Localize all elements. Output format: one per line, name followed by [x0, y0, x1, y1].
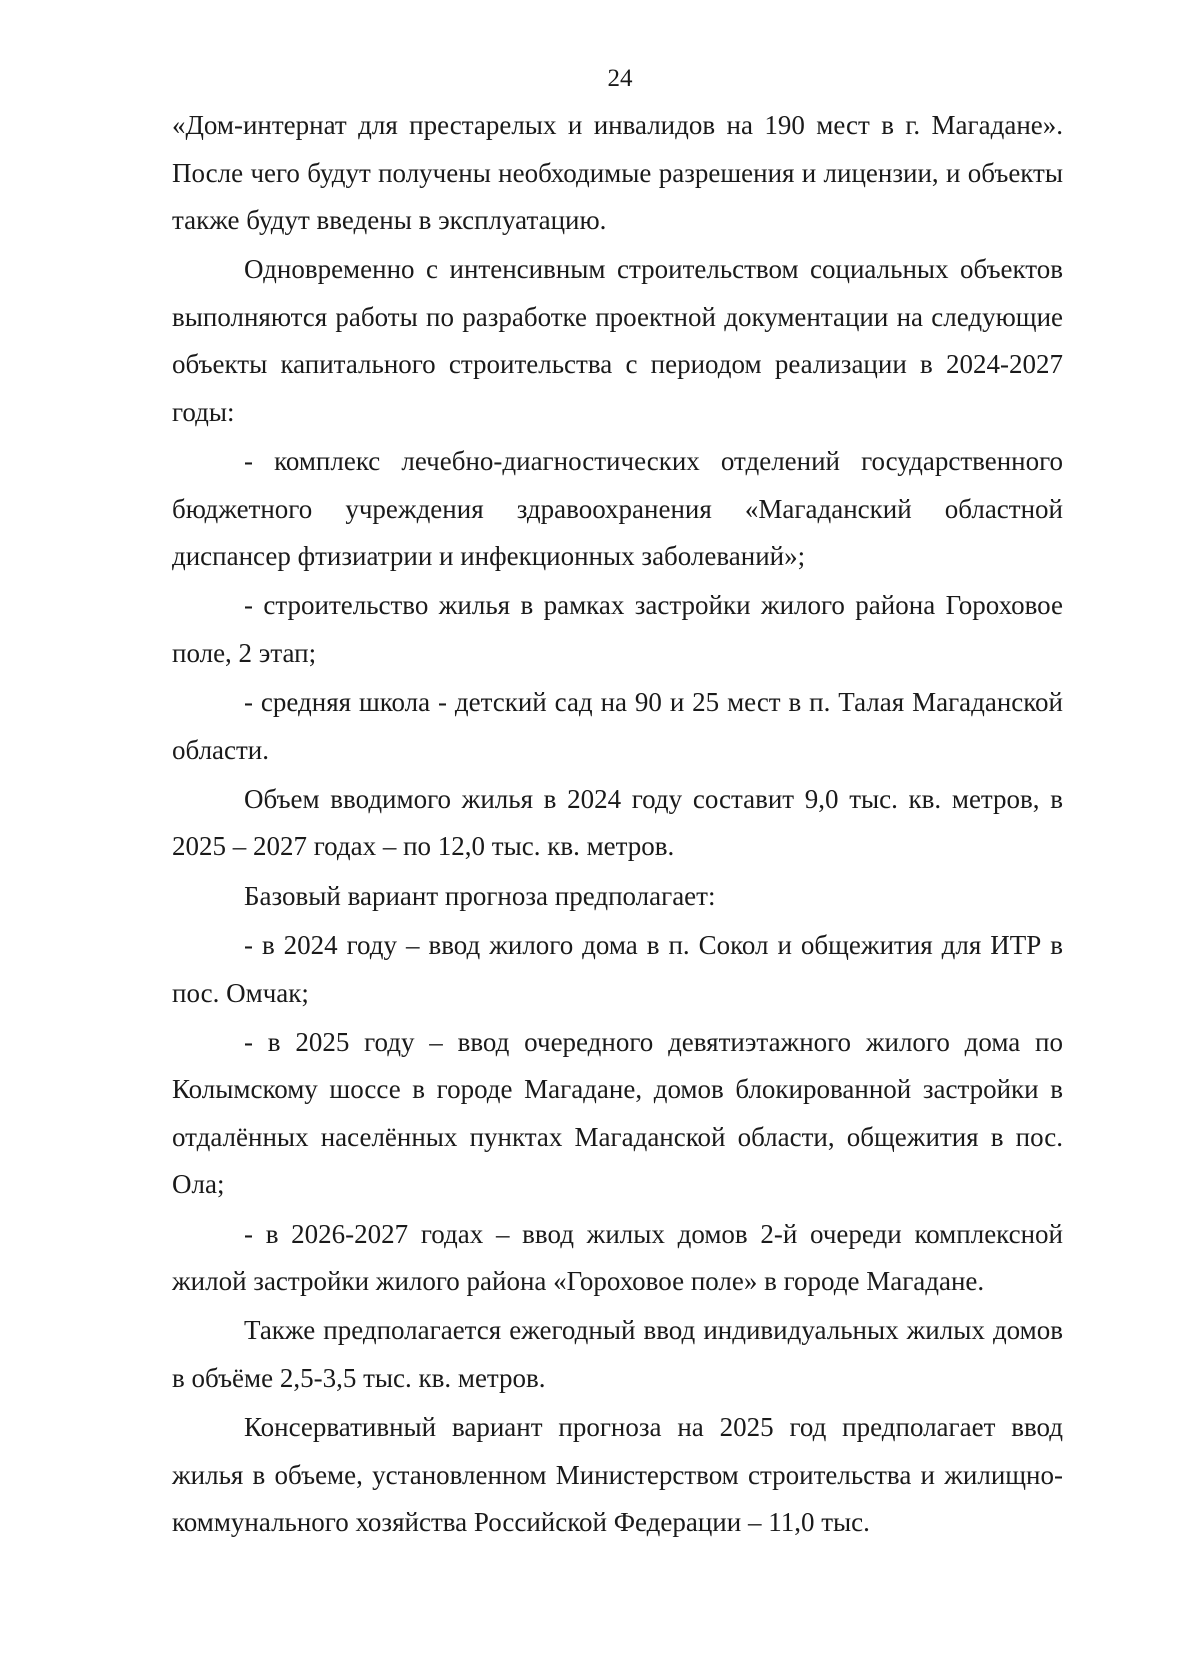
paragraph: «Дом-интернат для престарелых и инвалидов на 190 мест в г. Магадане». После чего будут получены необходимые разрешения и лицензии, и объекты также будут введены в эксплуатацию. — [172, 110, 1063, 235]
body-text — [172, 102, 1063, 1549]
paragraph: Консервативный вариант прогноза на 2025 год предполагает ввод жилья в объеме, установленном Министерством строительства и жилищно-коммунального хозяйства Российской Федерации – 11,0 тыс. — [172, 1412, 1063, 1538]
paragraph: Одновременно с интенсивным строительством социальных объектов выполняются работы по разработке проектной документации на следующие объекты капитального строительства с периодом реализации в 2024-2027 годы: — [172, 254, 1063, 427]
list-item: - в 2026-2027 годах – ввод жилых домов 2-й очереди комплексной жилой застройки жилого района «Гороховое поле» в городе Магадане. — [172, 1218, 1063, 1297]
list-item: - в 2024 году – ввод жилого дома в п. Сокол и общежития для ИТР в пос. Омчак; — [172, 930, 1063, 1008]
paragraph: Базовый вариант прогноза предполагает: — [244, 880, 716, 911]
paragraph: Объем вводимого жилья в 2024 году составит 9,0 тыс. кв. метров, в 2025 – 2027 годах – по 12,0 тыс. кв. метров. — [172, 783, 1063, 862]
paragraph: Также предполагается ежегодный ввод индивидуальных жилых домов в объёме 2,5-3,5 тыс. кв. метров. — [172, 1315, 1063, 1393]
list-item: - средняя школа - детский сад на 90 и 25 мест в п. Талая Магаданской области. — [172, 687, 1063, 765]
list-item: - в 2025 году – ввод очередного девятиэтажного жилого дома по Колымскому шоссе в городе Магадане, домов блокированной застройки в отдалённых населённых пунктах Магаданской области, общежития в пос. Ола; — [172, 1026, 1063, 1200]
page-number: 24 — [607, 65, 633, 92]
list-item: - строительство жилья в рамках застройки жилого района Гороховое поле, 2 этап; — [172, 590, 1063, 668]
list-item: - комплекс лечебно-диагностических отделений государственного бюджетного учреждения здравоохранения «Магаданский областной диспансер фтизиатрии и инфекционных заболеваний»; — [172, 446, 1063, 572]
